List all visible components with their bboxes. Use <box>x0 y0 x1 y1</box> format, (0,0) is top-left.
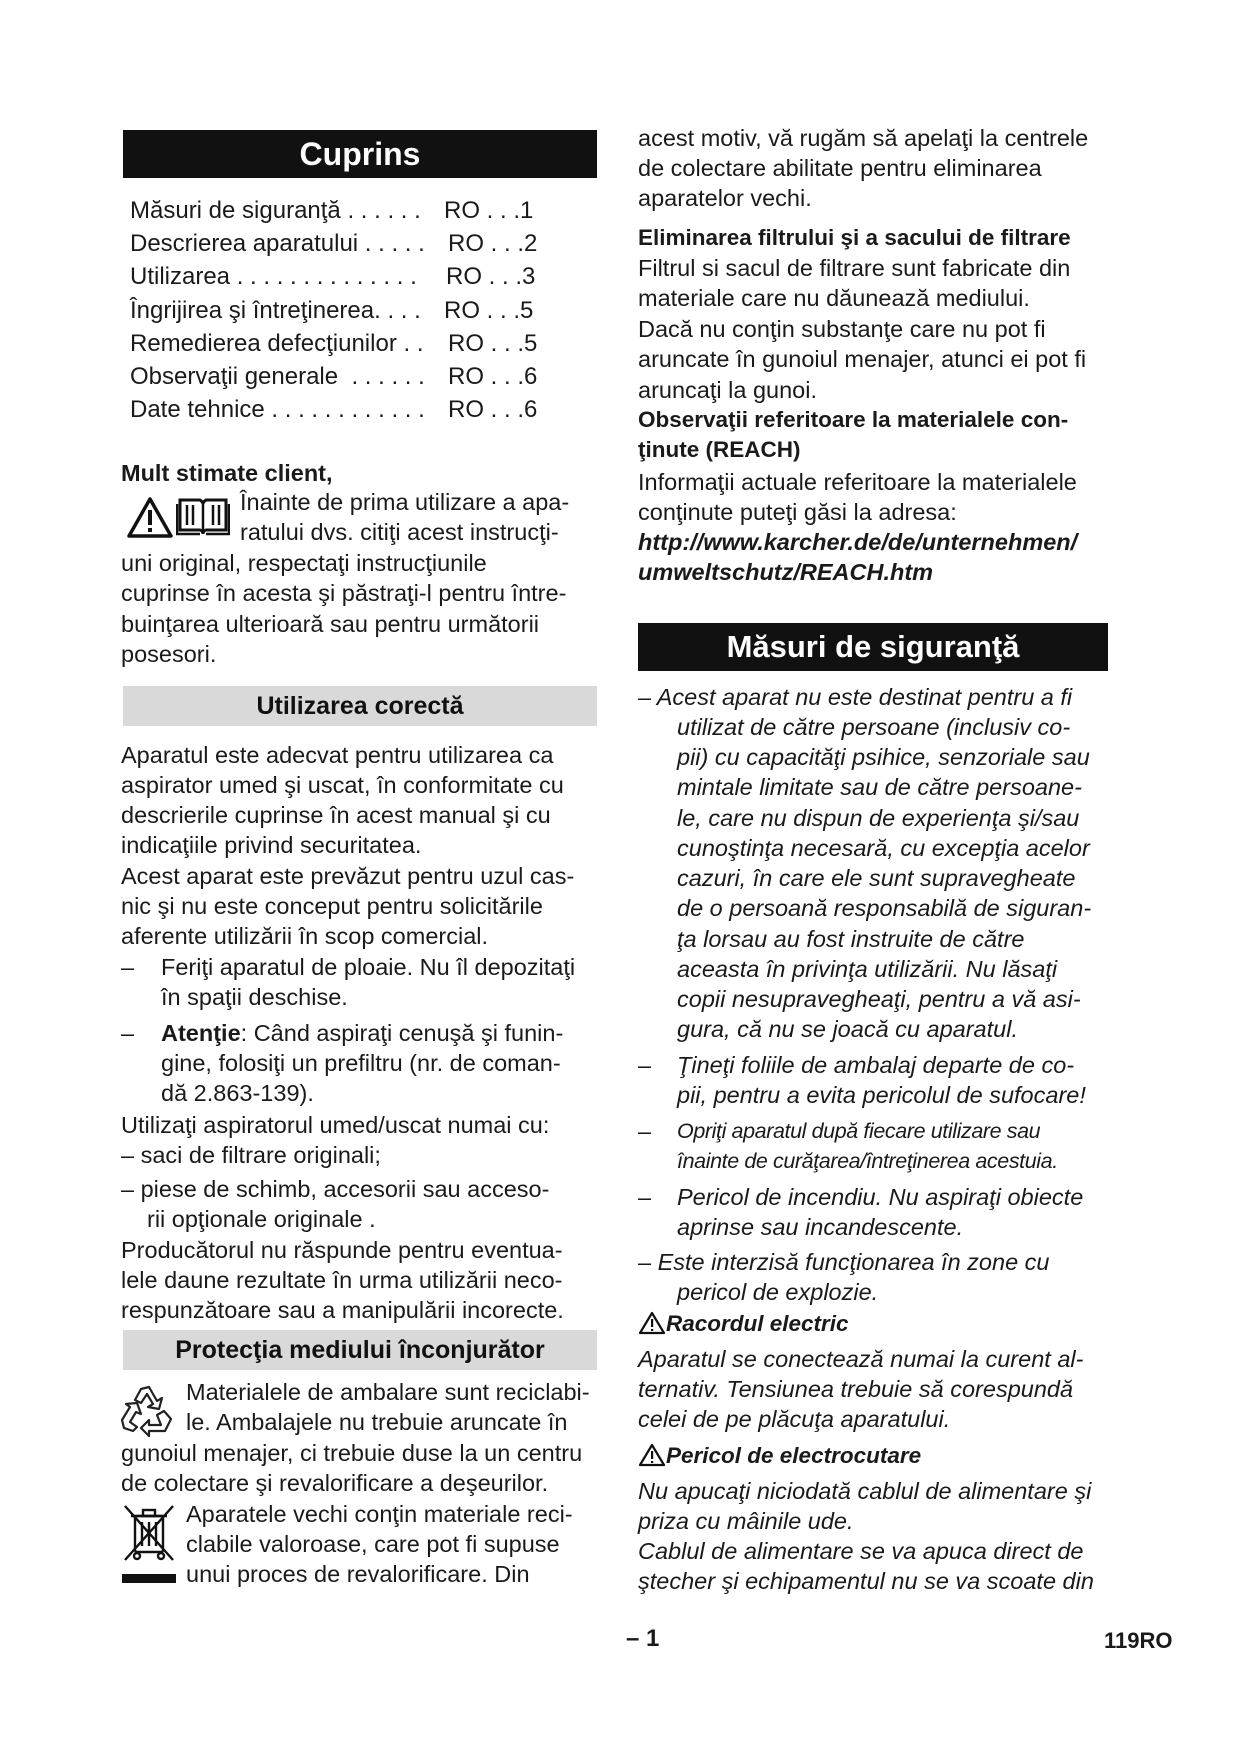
shock-text-line: ştecher şi echipamentul nu se va scoate din <box>638 1568 1094 1594</box>
safety-item-line: Ţineţi foliile de ambalaj departe de co- <box>677 1052 1075 1078</box>
safety-item-line: pii, pentru a evita pericolul de sufocare! <box>677 1082 1086 1108</box>
safety-item-line: – Este interzisă funcţionarea în zone cu <box>638 1249 1050 1275</box>
bullet-dash: – <box>638 1184 652 1210</box>
electric-text-line: Aparatul se conectează numai la curent al- <box>638 1346 1084 1372</box>
warning-icon <box>127 496 173 543</box>
usage-para-line: aspirator umed şi uscat, în conformitate cu <box>121 772 564 798</box>
attention-text: : Când aspiraţi cenuşă şi funin- <box>240 1020 564 1046</box>
weee-text-line: clabile valoroase, care pot fi supuse <box>186 1531 560 1557</box>
intro-line: uni original, respectaţi instrucţiunile <box>121 550 487 576</box>
weee-continued-line: de colectare abilitate pentru eliminarea <box>638 155 1042 181</box>
usage-bullet-line: Feriţi aparatul de ploaie. Nu îl depozitaţi <box>161 954 576 980</box>
intro-line: Înainte de prima utilizare a apa- <box>240 489 570 515</box>
safety-item-line: Pericol de incendiu. Nu aspiraţi obiecte <box>677 1184 1084 1210</box>
toc-entry[interactable] <box>130 329 550 359</box>
toc-entry-label: Remedierea defecţiunilor . . <box>130 330 424 357</box>
intro-line: buinţarea ulterioară sau pentru următorii <box>121 611 540 637</box>
toc-entry[interactable] <box>130 362 550 392</box>
recycle-text-line: le. Ambalajele nu trebuie aruncate în <box>186 1409 568 1435</box>
usage-list-line: rii opţionale originale . <box>147 1206 376 1232</box>
toc-entry-label: Utilizarea . . . . . . . . . . . . . . <box>130 263 417 290</box>
attention-label: Atenţie <box>161 1020 241 1046</box>
safety-title: Măsuri de siguranţă <box>638 623 1108 671</box>
electric-heading: Racordul electric <box>666 1311 849 1336</box>
usage-list-line: – piese de schimb, accesorii sau acceso- <box>121 1176 550 1202</box>
reach-url[interactable]: umweltschutz/REACH.htm <box>638 559 934 585</box>
safety-item-line: Opriţi aparatul după fiecare utilizare sau <box>677 1119 1041 1143</box>
usage-para-line: descrierile cuprinse în acest manual şi cu <box>121 802 551 828</box>
toc-entry-ref: RO . . .2 <box>448 230 538 257</box>
recycle-icon <box>119 1383 177 1442</box>
intro-line: cuprinse în acesta şi păstraţi-l pentru între- <box>121 580 567 606</box>
usage-para-line: respunzătoare sau a manipulării incorecte. <box>121 1297 564 1323</box>
toc-entry[interactable] <box>130 196 550 226</box>
filter-disposal-line: aruncate în gunoiul menajer, atunci ei pot fi <box>638 346 1087 372</box>
weee-text-line: Aparatele vechi conţin materiale reci- <box>186 1501 573 1527</box>
usage-bullet-line: dă 2.863-139). <box>161 1080 314 1106</box>
filter-disposal-line: aruncaţi la gunoi. <box>638 377 817 403</box>
usage-para-line: nic şi nu este conceput pentru solicitările <box>121 893 543 919</box>
safety-item-line: cazuri, în care ele sunt supravegheate <box>677 865 1076 891</box>
bullet-dash: – <box>638 1052 652 1078</box>
bullet-dash: – <box>121 1020 135 1046</box>
reach-url[interactable]: http://www.karcher.de/de/unternehmen/ <box>638 529 1078 555</box>
safety-item-line: mintale limitate sau de către persoane- <box>677 774 1082 800</box>
usage-para-line: aferente utilizării în scop comercial. <box>121 923 489 949</box>
reach-text-line: Informaţii actuale referitoare la materialele <box>638 469 1077 495</box>
shock-text-line: priza cu mâinile ude. <box>638 1508 854 1534</box>
shock-heading: Pericol de electrocutare <box>666 1443 922 1468</box>
usage-para-line: Producătorul nu răspunde pentru eventua- <box>121 1237 563 1263</box>
safety-item-line: pii) cu capacităţi psihice, senzoriale sau <box>677 744 1090 770</box>
safety-item-line: de o persoană responsabilă de siguran- <box>677 895 1092 921</box>
intro-line: ratului dvs. citiţi acest instrucţi- <box>240 519 559 545</box>
weee-continued-line: acest motiv, vă rugăm să apelaţi la centrele <box>638 125 1089 151</box>
usage-title: Utilizarea corectă <box>123 686 597 726</box>
reach-heading: Observaţii referitoare la materialele con- <box>638 407 1069 432</box>
recycle-text-line: gunoiul menajer, ci trebuie duse la un centru <box>121 1440 583 1466</box>
toc-entry-label: Date tehnice . . . . . . . . . . . . <box>130 396 425 423</box>
toc-entry-ref: RO . . .5 <box>444 297 534 324</box>
toc-entry[interactable] <box>130 262 550 292</box>
usage-para-line: Utilizaţi aspiratorul umed/uscat numai cu: <box>121 1112 550 1138</box>
usage-bullet-line: în spaţii deschise. <box>161 984 348 1010</box>
filter-disposal-heading: Eliminarea filtrului şi a sacului de filtrare <box>638 225 1071 250</box>
usage-bullet-line <box>161 1018 563 1049</box>
usage-list-line: – saci de filtrare originali; <box>121 1142 381 1168</box>
safety-item-line: înainte de curăţarea/întreţinerea acestuia. <box>677 1149 1058 1173</box>
environment-title: Protecţia mediului înconjurător <box>123 1330 597 1370</box>
safety-item-line: le, care nu dispun de experienţa şi/sau <box>677 805 1080 831</box>
bullet-dash: – <box>638 1118 652 1144</box>
toc-entry[interactable] <box>130 296 550 326</box>
electric-text-line: ternativ. Tensiunea trebuie să corespundă <box>638 1376 1074 1402</box>
toc-entry-ref: RO . . .6 <box>448 396 538 423</box>
toc-entry[interactable] <box>130 229 550 259</box>
toc-title: Cuprins <box>123 130 597 178</box>
filter-disposal-line: Dacă nu conţin substanţe care nu pot fi <box>638 316 1046 342</box>
usage-para-line: indicaţiile privind securitatea. <box>121 832 422 858</box>
manual-book-icon <box>176 494 230 543</box>
usage-para-line: Aparatul este adecvat pentru utilizarea ca <box>121 742 554 768</box>
safety-item-line: aprinse sau incandescente. <box>677 1214 964 1240</box>
page-code: 119RO <box>1104 1628 1173 1653</box>
filter-disposal-line: Filtrul si sacul de filtrare sunt fabricate din <box>638 255 1071 281</box>
shock-text-line: Nu apucaţi niciodată cablul de alimentare şi <box>638 1478 1092 1504</box>
usage-para-line: lele daune rezultate în urma utilizării neco- <box>121 1267 563 1293</box>
warning-icon <box>639 1311 665 1340</box>
toc-entry-label: Descrierea aparatului . . . . . <box>130 230 425 257</box>
safety-item-line: – Acest aparat nu este destinat pentru a fi <box>638 684 1073 710</box>
toc-entry-label: Observaţii generale . . . . . . <box>130 363 425 390</box>
greeting: Mult stimate client, <box>121 460 333 486</box>
safety-item-line: pericol de explozie. <box>677 1279 879 1305</box>
toc-entry-label: Măsuri de siguranţă . . . . . . <box>130 197 421 224</box>
safety-item-line: aceasta în privinţa utilizării. Nu lăsaţi <box>677 956 1058 982</box>
recycle-text-line: de colectare şi revalorificare a deşeurilor. <box>121 1470 549 1496</box>
toc-entry-ref: RO . . .6 <box>448 363 538 390</box>
toc-entry-ref: RO . . .1 <box>444 197 534 224</box>
toc-entry-ref: RO . . .3 <box>446 263 536 290</box>
page-number: – 1 <box>626 1625 660 1652</box>
toc-entry-ref: RO . . .5 <box>448 330 538 357</box>
toc-entry-label: Îngrijirea şi întreţinerea. . . . <box>130 297 421 324</box>
toc-entry[interactable] <box>130 395 550 425</box>
electric-text-line: celei de pe plăcuţa aparatului. <box>638 1406 951 1432</box>
crossed-bin-icon <box>121 1502 177 1589</box>
safety-item-line: cunoştinţa necesară, cu excepţia acelor <box>677 835 1090 861</box>
usage-bullet-line: gine, folosiţi un prefiltru (nr. de coman- <box>161 1050 561 1076</box>
reach-heading: ţinute (REACH) <box>638 437 801 462</box>
filter-disposal-line: materiale care nu dăunează mediului. <box>638 285 1030 311</box>
reach-text-line: conţinute puteţi găsi la adresa: <box>638 499 957 525</box>
shock-text-line: Cablul de alimentare se va apuca direct de <box>638 1538 1084 1564</box>
safety-item-line: utilizat de către persoane (inclusiv co- <box>677 714 1071 740</box>
safety-item-line: copii nesupravegheaţi, pentru a vă asi- <box>677 986 1081 1012</box>
weee-continued-line: aparatelor vechi. <box>638 185 812 211</box>
intro-line: posesori. <box>121 641 217 667</box>
safety-item-line: ţa lorsau au fost instruite de către <box>677 926 1025 952</box>
safety-item-line: gura, că nu se joacă cu aparatul. <box>677 1016 1018 1042</box>
bullet-dash: – <box>121 954 135 980</box>
weee-text-line: unui proces de revalorificare. Din <box>186 1561 530 1587</box>
warning-icon <box>639 1443 665 1472</box>
recycle-text-line: Materialele de ambalare sunt reciclabi- <box>186 1379 590 1405</box>
usage-para-line: Acest aparat este prevăzut pentru uzul cas- <box>121 863 575 889</box>
